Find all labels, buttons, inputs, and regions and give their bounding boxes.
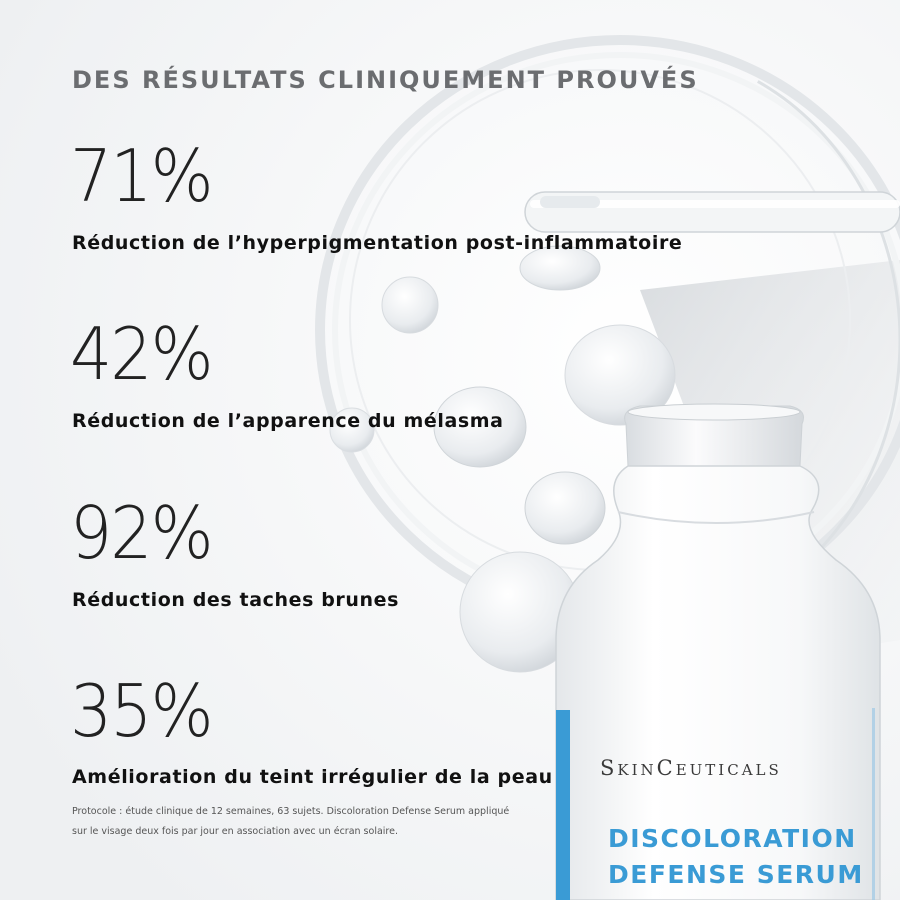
- brand-logo: SkinCeuticals: [600, 756, 782, 780]
- stat-value-2: 42%: [70, 312, 212, 396]
- headline: DES RÉSULTATS CLINIQUEMENT PROUVÉS: [72, 66, 699, 94]
- product-name-line-2: DEFENSE SERUM: [608, 860, 864, 889]
- protocol-line-1: Protocole : étude clinique de 12 semaines, 63 sujets. Discoloration Defense Serum appliqué: [72, 806, 510, 817]
- stat-label-2: Réduction de l’apparence du mélasma: [72, 410, 504, 432]
- stat-value-4: 35%: [70, 669, 212, 753]
- stat-value-3: 92%: [70, 491, 212, 575]
- protocol-note: [72, 802, 542, 842]
- stat-label-3: Réduction des taches brunes: [72, 589, 400, 611]
- bottle-blue-stripe: [556, 710, 570, 900]
- product-name-line-1: DISCOLORATION: [608, 824, 857, 853]
- pipette: [525, 192, 900, 232]
- stat-label-4: Amélioration du teint irrégulier de la peau: [72, 766, 553, 788]
- protocol-line-2: sur le visage deux fois par jour en association avec un écran solaire.: [72, 826, 398, 837]
- stat-value-1: 71%: [70, 134, 212, 218]
- stat-label-1: Réduction de l’hyperpigmentation post-inflammatoire: [72, 232, 683, 254]
